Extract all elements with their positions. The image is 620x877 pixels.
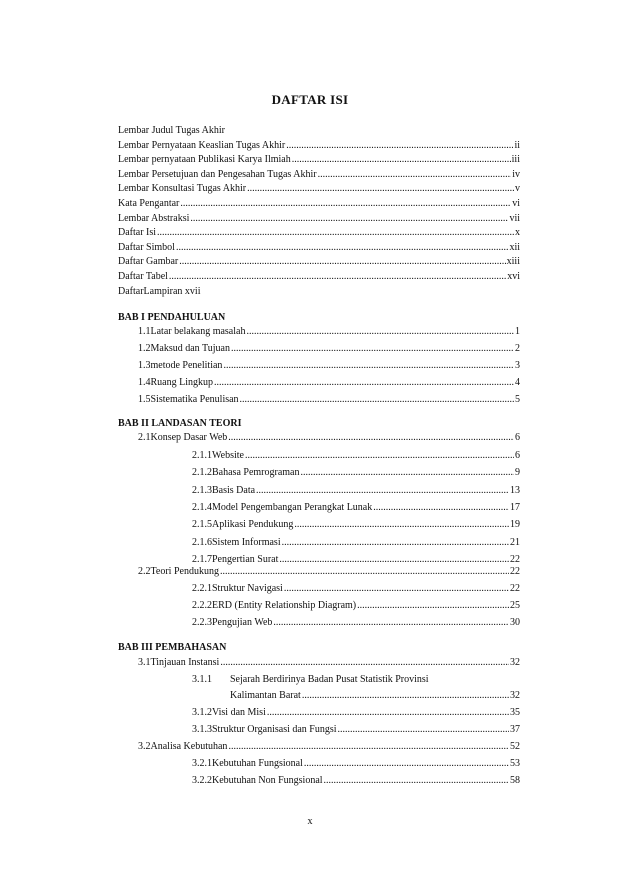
toc-label: Lembar Pernyataan Keaslian Tugas Akhir xyxy=(118,139,286,151)
toc-leader-dots xyxy=(176,241,509,254)
front-matter-item xyxy=(118,153,520,166)
toc-page-number: 1 xyxy=(515,326,520,337)
toc-leader-dots xyxy=(304,757,509,770)
bab1-section xyxy=(138,376,520,389)
toc-label: Pengujian Web xyxy=(212,617,273,628)
chapter-heading-bab2: BAB II LANDASAN TEORI xyxy=(118,418,242,429)
toc-number: 1.1 xyxy=(138,326,151,337)
toc-leader-dots xyxy=(169,270,506,283)
toc-label: DaftarLampiran xvii xyxy=(118,285,201,297)
bab2-subsection xyxy=(192,484,520,497)
front-matter-item xyxy=(118,182,520,195)
toc-label: Daftar Isi xyxy=(118,227,157,239)
front-matter-item xyxy=(118,212,520,225)
toc-number: 1.4 xyxy=(138,377,151,388)
toc-page-number: 13 xyxy=(510,484,520,496)
front-matter-item xyxy=(118,197,520,210)
bab2-subsection xyxy=(192,553,520,566)
toc-label: Kebutuhan Fungsional xyxy=(212,758,303,769)
toc-leader-dots xyxy=(284,582,509,595)
bab1-section xyxy=(138,342,520,355)
toc-leader-dots xyxy=(228,740,509,753)
front-matter-item xyxy=(118,241,520,254)
toc-number: 3.1.2 xyxy=(192,707,212,718)
bab2-section xyxy=(138,431,520,444)
toc-page-number: 17 xyxy=(510,501,520,513)
toc-leader-dots xyxy=(300,466,514,479)
bab3-section xyxy=(138,656,520,669)
toc-label: Lembar Abstraksi xyxy=(118,212,190,224)
bab3-subsection xyxy=(192,774,520,787)
toc-page-number: xii xyxy=(509,241,520,253)
bab2-subsection xyxy=(192,449,520,462)
front-matter-item xyxy=(118,124,520,137)
toc-page-number: 22 xyxy=(510,583,520,594)
toc-label: Website xyxy=(212,450,244,461)
toc-label: Latar belakang masalah xyxy=(150,326,246,337)
toc-label: Maksud dan Tujuan xyxy=(150,343,230,354)
toc-page-number: 32 xyxy=(510,657,520,668)
toc-label: Ruang Lingkup xyxy=(150,377,213,388)
toc-leader-dots xyxy=(273,616,509,629)
toc-page-number: 52 xyxy=(510,741,520,752)
toc-page-number: 3 xyxy=(515,360,520,371)
toc-leader-dots xyxy=(228,431,514,444)
toc-leader-dots xyxy=(220,656,509,669)
toc-number: 2.1 xyxy=(138,432,151,443)
toc-leader-dots xyxy=(179,255,505,268)
toc-label: Kata Pengantar xyxy=(118,198,180,209)
toc-number: 2.1.1 xyxy=(192,450,212,461)
toc-leader-dots xyxy=(373,501,509,514)
toc-label: Konsep Dasar Web xyxy=(150,432,228,443)
toc-label: Teori Pendukung xyxy=(150,566,219,577)
toc-label: Lembar pernyataan Publikasi Karya Ilmiah xyxy=(118,154,291,166)
bab1-section xyxy=(138,325,520,338)
toc-page-number: 5 xyxy=(515,394,520,405)
toc-leader-dots xyxy=(318,168,512,181)
toc-leader-dots xyxy=(245,449,514,462)
toc-label: Kalimantan Barat xyxy=(230,690,301,701)
toc-page-number: 32 xyxy=(510,690,520,701)
toc-number: 2.1.7 xyxy=(192,553,212,565)
toc-leader-dots xyxy=(247,182,514,195)
toc-page-number: 4 xyxy=(515,377,520,388)
toc-leader-dots xyxy=(292,153,511,166)
toc-label: Daftar Simbol xyxy=(118,241,175,253)
toc-leader-dots xyxy=(214,376,514,389)
toc-label: Lembar Judul Tugas Akhir xyxy=(118,125,225,136)
bab3-subsection xyxy=(192,706,520,719)
front-matter-item xyxy=(118,255,520,268)
toc-page-number: xvi xyxy=(507,271,520,282)
toc-label: Lembar Persetujuan dan Pengesahan Tugas Akhir xyxy=(118,168,317,180)
toc-leader-dots xyxy=(338,723,509,736)
toc-leader-dots xyxy=(190,212,508,225)
toc-page-number: 6 xyxy=(515,432,520,443)
toc-page-number: 9 xyxy=(515,467,520,479)
toc-page-number: 2 xyxy=(515,343,520,354)
toc-label: Kebutuhan Non Fungsional xyxy=(212,775,323,786)
toc-page-number: 58 xyxy=(510,775,520,786)
toc-label: Visi dan Misi xyxy=(212,707,266,718)
toc-leader-dots xyxy=(279,553,509,566)
front-matter-item xyxy=(118,139,520,152)
toc-leader-dots xyxy=(246,325,514,338)
chapter-heading-bab3: BAB III PEMBAHASAN xyxy=(118,642,227,653)
toc-label: Tinjauan Instansi xyxy=(150,657,220,668)
toc-leader-dots xyxy=(294,518,509,531)
toc-label: Daftar Gambar xyxy=(118,256,179,268)
toc-number: 2.1.5 xyxy=(192,519,212,531)
bab2-subsection xyxy=(192,536,520,549)
chapter-heading-bab1: BAB I PENDAHULUAN xyxy=(118,312,226,323)
page-title: DAFTAR ISI xyxy=(271,92,349,107)
toc-page-number: iii xyxy=(511,154,520,166)
bab1-section xyxy=(138,359,520,372)
toc-page-number: iv xyxy=(512,168,520,180)
toc-label: Sistematika Penulisan xyxy=(150,394,239,405)
bab2-section xyxy=(138,565,520,578)
toc-number: 2.2.3 xyxy=(192,617,212,628)
toc-page-number: 22 xyxy=(510,566,520,577)
toc-page-number: 6 xyxy=(515,450,520,461)
toc-number: 3.2.2 xyxy=(192,775,212,786)
front-matter-item xyxy=(118,285,520,298)
toc-page-number: x xyxy=(515,227,520,239)
bab3-subsection xyxy=(192,723,520,736)
toc-leader-dots xyxy=(240,393,514,406)
toc-number: 2.2.2 xyxy=(192,600,212,611)
toc-leader-dots xyxy=(180,197,511,210)
toc-label: Basis Data xyxy=(212,484,256,496)
toc-page-number: xiii xyxy=(506,256,520,268)
toc-page-number: 25 xyxy=(510,600,520,611)
toc-number: 2.2.1 xyxy=(192,583,212,594)
bab3-section xyxy=(138,740,520,753)
toc-leader-dots xyxy=(302,689,509,702)
toc-page-number: 37 xyxy=(510,724,520,735)
bab2-subsection xyxy=(192,599,520,612)
toc-page-number: 30 xyxy=(510,617,520,628)
bab2-subsection xyxy=(192,501,520,514)
toc-label: Struktur Navigasi xyxy=(212,583,283,594)
toc-leader-dots xyxy=(282,536,509,549)
toc-number: 3.2 xyxy=(138,741,151,752)
toc-number: 3.2.1 xyxy=(192,758,212,769)
toc-page-number: vii xyxy=(509,212,520,224)
bab3-subsection xyxy=(192,757,520,770)
bab1-section xyxy=(138,393,520,406)
toc-page-number: 19 xyxy=(510,519,520,531)
toc-leader-dots xyxy=(286,139,513,152)
bab2-subsection xyxy=(192,582,520,595)
toc-page-number: 35 xyxy=(510,707,520,718)
toc-page-number: ii xyxy=(514,139,520,151)
toc-leader-dots xyxy=(231,342,514,355)
toc-label: ERD (Entity Relationship Diagram) xyxy=(212,600,357,611)
toc-number: 1.2 xyxy=(138,343,151,354)
toc-page-number: 22 xyxy=(510,553,520,565)
toc-number: 1.3 xyxy=(138,360,151,371)
toc-number: 2.1.6 xyxy=(192,536,212,548)
toc-label: Sistem Informasi xyxy=(212,536,281,548)
toc-leader-dots xyxy=(267,706,509,719)
toc-number: 2.1.2 xyxy=(192,467,212,479)
toc-label: Sejarah Berdirinya Badan Pusat Statistik Provinsi xyxy=(230,674,429,685)
toc-number: 2.1.4 xyxy=(192,501,212,513)
toc-label: metode Penelitian xyxy=(150,360,223,371)
bab3-subsection xyxy=(192,673,520,686)
toc-number: 3.1 xyxy=(138,657,151,668)
toc-label: Bahasa Pemrograman xyxy=(212,467,300,479)
bab2-subsection xyxy=(192,518,520,531)
toc-leader-dots xyxy=(220,565,509,578)
toc-label: Lembar Konsultasi Tugas Akhir xyxy=(118,183,247,195)
toc-page-number: v xyxy=(515,183,520,195)
toc-page-number: 21 xyxy=(510,536,520,548)
toc-label: Pengertian Surat xyxy=(212,553,279,565)
toc-label: Aplikasi Pendukung xyxy=(212,519,294,531)
toc-number: 3.1.1 xyxy=(192,674,212,685)
toc-number: 2.1.3 xyxy=(192,484,212,496)
toc-label: Analisa Kebutuhan xyxy=(150,741,228,752)
front-matter-item xyxy=(118,226,520,239)
bab2-subsection xyxy=(192,616,520,629)
front-matter-item xyxy=(118,270,520,283)
front-matter-item xyxy=(118,168,520,181)
toc-leader-dots xyxy=(223,359,514,372)
page-number: x xyxy=(307,816,313,827)
toc-number: 2.2 xyxy=(138,566,151,577)
toc-number: 1.5 xyxy=(138,394,151,405)
toc-leader-dots xyxy=(256,484,509,497)
toc-label: Daftar Tabel xyxy=(118,271,168,282)
toc-label: Struktur Organisasi dan Fungsi xyxy=(212,724,337,735)
toc-page-number: vi xyxy=(512,198,520,209)
toc-leader-dots xyxy=(357,599,509,612)
bab2-subsection xyxy=(192,466,520,479)
toc-leader-dots xyxy=(157,226,514,239)
toc-leader-dots xyxy=(324,774,509,787)
toc-number: 3.1.3 xyxy=(192,724,212,735)
toc-page-number: 53 xyxy=(510,758,520,769)
bab3-subsection-cont xyxy=(230,689,520,702)
toc-label: Model Pengembangan Perangkat Lunak xyxy=(212,501,373,513)
